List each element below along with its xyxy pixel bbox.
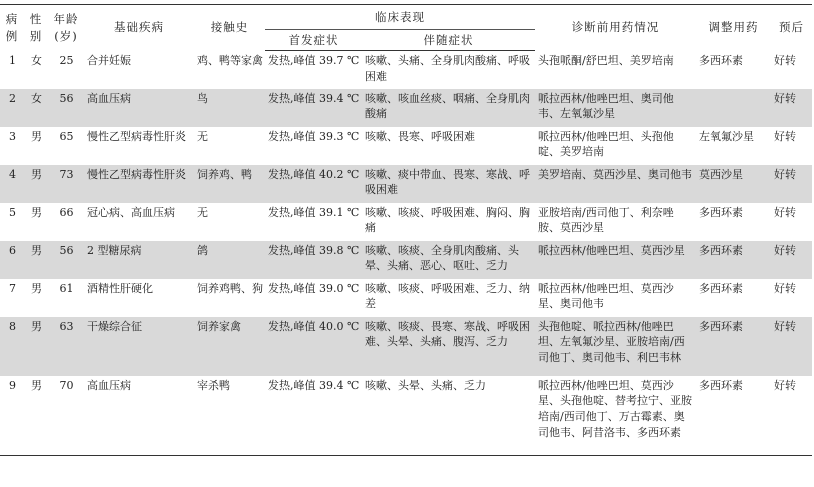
underlying-disease-cell: 高血压病 — [84, 376, 194, 456]
age-cell: 56 — [48, 241, 84, 279]
age-header: 年龄 (岁) — [53, 12, 79, 43]
sex-cell: 女 — [24, 89, 48, 127]
table-row — [0, 279, 812, 317]
prognosis-cell: 好转 — [771, 89, 812, 127]
adjusted-medication-cell: 多西环素 — [699, 281, 743, 295]
underlying-disease-header: 基础疾病 — [114, 20, 164, 35]
case-number-cell: 4 — [0, 165, 24, 203]
case-number-cell: 5 — [9, 205, 16, 219]
sex-header: 性 别 — [29, 12, 43, 43]
case-number-cell: 6 — [0, 241, 24, 279]
exposure-history-cell: 饲养鸡、鸭 — [194, 165, 265, 203]
accompanying-symptoms-cell: 咳嗽、头晕、头痛、乏力 — [362, 376, 535, 456]
adjusted-medication-cell: 多西环素 — [696, 317, 771, 376]
case-number-cell: 9 — [0, 376, 24, 456]
onset-symptom-cell: 发热,峰值 39.8 ℃ — [265, 241, 362, 279]
exposure-history-header: 接触史 — [210, 20, 249, 35]
table-row — [0, 89, 812, 127]
pre-diagnosis-medication-cell: 哌拉西林/他唑巴坦、莫西沙星、头孢他啶、替考拉宁、亚胺培南/西司他丁、万古霉素、奥司他韦、阿昔洛韦、多西环素 — [535, 376, 696, 456]
sex-cell: 女 — [31, 53, 42, 67]
age-cell: 66 — [59, 205, 74, 219]
table-row — [0, 203, 812, 241]
exposure-history-cell: 无 — [197, 205, 208, 219]
pre-diagnosis-medication-cell: 亚胺培南/西司他丁、利奈唑胺、莫西沙星 — [538, 205, 674, 235]
table-row — [0, 241, 812, 279]
case-number-cell: 3 — [9, 129, 16, 143]
prognosis-cell: 好转 — [774, 281, 796, 295]
sex-cell: 男 — [24, 165, 48, 203]
onset-symptom-cell: 发热,峰值 39.0 ℃ — [268, 281, 360, 295]
accompanying-symptoms-cell: 咳嗽、咳痰、呼吸困难、乏力、纳差 — [365, 281, 530, 311]
clinical-manifestation-header: 临床表现 — [265, 5, 535, 30]
pre-diagnosis-medication-cell: 哌拉西林/他唑巴坦、头孢他啶、美罗培南 — [538, 129, 674, 159]
age-cell: 56 — [48, 89, 84, 127]
sex-cell: 男 — [24, 241, 48, 279]
adjusted-medication-cell: 多西环素 — [699, 205, 743, 219]
age-cell: 65 — [59, 129, 74, 143]
table-row — [0, 127, 812, 165]
prognosis-cell: 好转 — [774, 53, 796, 67]
pre-diagnosis-medication-cell: 头孢他啶、哌拉西林/他唑巴坦、左氧氟沙星、亚胺培南/西司他丁、奥司他韦、利巴韦林 — [535, 317, 696, 376]
onset-symptom-cell: 发热,峰值 39.7 ℃ — [268, 54, 360, 67]
underlying-disease-cell: 慢性乙型病毒性肝炎 — [84, 165, 194, 203]
exposure-history-cell: 宰杀鸭 — [194, 376, 265, 456]
accompanying-symptoms-cell: 咳嗽、咳血丝痰、咽痛、全身肌肉酸痛 — [362, 89, 535, 127]
underlying-disease-cell: 冠心病、高血压病 — [87, 205, 175, 219]
pre-diagnosis-medication-cell: 美罗培南、莫西沙星、奥司他韦 — [535, 165, 696, 203]
onset-symptom-cell: 发热,峰值 39.4 ℃ — [265, 376, 362, 456]
sex-cell: 男 — [24, 376, 48, 456]
table-row — [0, 51, 812, 89]
onset-symptom-cell: 发热,峰值 40.0 ℃ — [265, 317, 362, 376]
exposure-history-cell: 饲养家禽 — [194, 317, 265, 376]
age-cell: 25 — [59, 53, 74, 67]
sex-cell: 男 — [24, 317, 48, 376]
accompanying-symptoms-cell: 咳嗽、畏寒、呼吸困难 — [365, 129, 475, 143]
pre-diagnosis-medication-cell: 哌拉西林/他唑巴坦、莫西沙星、奥司他韦 — [538, 281, 674, 311]
table-body — [0, 51, 812, 456]
accompanying-symptoms-cell: 咳嗽、咳痰、畏寒、寒战、呼吸困难、头晕、头痛、腹泻、乏力 — [362, 317, 535, 376]
exposure-history-cell: 鸟 — [194, 89, 265, 127]
adjusted-medication-cell — [696, 89, 771, 127]
sex-cell: 男 — [31, 205, 42, 219]
age-cell: 61 — [59, 281, 74, 295]
adjusted-medication-header: 调整用药 — [708, 20, 759, 35]
header-row-1 — [0, 5, 812, 30]
age-cell: 63 — [48, 317, 84, 376]
age-cell: 73 — [48, 165, 84, 203]
adjusted-medication-cell: 多西环素 — [696, 376, 771, 456]
adjusted-medication-cell: 左氧氟沙星 — [699, 129, 754, 143]
exposure-history-cell: 饲养鸡鸭、狗 — [197, 281, 263, 295]
pre-diagnosis-medication-cell: 哌拉西林/他唑巴坦、奥司他韦、左氧氟沙星 — [535, 89, 696, 127]
age-cell: 70 — [48, 376, 84, 456]
adjusted-medication-cell: 莫西沙星 — [696, 165, 771, 203]
onset-symptom-cell: 发热,峰值 39.3 ℃ — [268, 129, 360, 143]
prognosis-cell: 好转 — [771, 165, 812, 203]
accompanying-symptoms-cell: 咳嗽、咳痰、呼吸困难、胸闷、胸痛 — [365, 205, 530, 235]
prognosis-cell: 好转 — [774, 129, 796, 143]
exposure-history-cell: 鸽 — [194, 241, 265, 279]
adjusted-medication-cell: 多西环素 — [696, 241, 771, 279]
underlying-disease-cell: 慢性乙型病毒性肝炎 — [87, 129, 186, 143]
case-number-cell: 1 — [9, 53, 16, 67]
pre-diagnosis-medication-cell: 哌拉西林/他唑巴坦、莫西沙星 — [535, 241, 696, 279]
exposure-history-cell: 鸡、鸭等家禽 — [197, 53, 263, 67]
table-row — [0, 376, 812, 456]
accompanying-symptom-header: 伴随症状 — [362, 30, 535, 51]
table-row — [0, 165, 812, 203]
onset-symptom-cell: 发热,峰值 39.4 ℃ — [265, 89, 362, 127]
accompanying-symptoms-cell: 咳嗽、头痛、全身肌肉酸痛、呼吸困难 — [365, 54, 530, 83]
underlying-disease-cell: 酒精性肝硬化 — [87, 281, 153, 295]
onset-symptom-cell: 发热,峰值 40.2 ℃ — [265, 165, 362, 203]
clinical-case-table — [0, 4, 812, 456]
underlying-disease-cell: 高血压病 — [84, 89, 194, 127]
pre-diagnosis-medication-cell: 头孢哌酮/舒巴坦、美罗培南 — [538, 53, 674, 67]
prognosis-header: 预后 — [779, 20, 804, 35]
exposure-history-cell: 无 — [197, 129, 208, 143]
underlying-disease-cell: 合并妊娠 — [87, 53, 131, 67]
underlying-disease-cell: 干燥综合征 — [84, 317, 194, 376]
adjusted-medication-cell: 多西环素 — [699, 53, 743, 67]
accompanying-symptoms-cell: 咳嗽、咳痰、全身肌肉酸痛、头晕、头痛、恶心、呕吐、乏力 — [362, 241, 535, 279]
sex-cell: 男 — [31, 281, 42, 295]
table-row — [0, 317, 812, 376]
case-number-cell: 8 — [0, 317, 24, 376]
case-no-header: 病 例 — [5, 12, 19, 43]
case-number-cell: 7 — [9, 281, 16, 295]
accompanying-symptoms-cell: 咳嗽、痰中带血、畏寒、寒战、呼吸困难 — [362, 165, 535, 203]
onset-symptom-header: 首发症状 — [265, 30, 362, 51]
sex-cell: 男 — [31, 129, 42, 143]
pre-diagnosis-medication-header: 诊断前用药情况 — [571, 20, 660, 35]
prognosis-cell: 好转 — [771, 317, 812, 376]
prognosis-cell: 好转 — [771, 241, 812, 279]
underlying-disease-cell: 2 型糖尿病 — [84, 241, 194, 279]
prognosis-cell: 好转 — [771, 376, 812, 456]
case-number-cell: 2 — [0, 89, 24, 127]
onset-symptom-cell: 发热,峰值 39.1 ℃ — [268, 205, 360, 219]
prognosis-cell: 好转 — [774, 205, 796, 219]
